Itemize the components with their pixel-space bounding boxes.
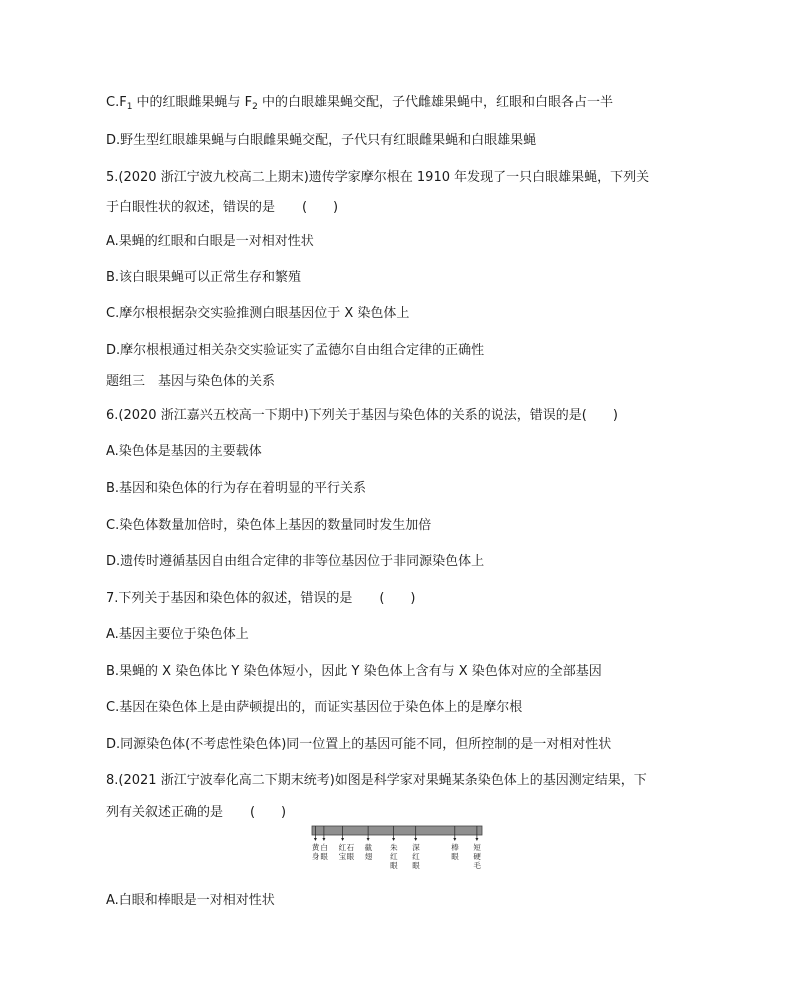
- gene-label: 朱红眼: [390, 843, 398, 870]
- gene-label: 黄身: [311, 843, 320, 861]
- chromosome-gene-map: [308, 822, 488, 882]
- q5-d: [106, 343, 484, 359]
- line-text: B.基因和染色体的行为存在着明显的平行关系: [106, 481, 367, 496]
- gene-arrow: [314, 838, 317, 841]
- gene-arrow: [392, 838, 395, 841]
- gene-label: 深红眼: [412, 843, 420, 870]
- line-text: D.同源染色体(不考虑性染色体)同一位置上的基因可能不同，但所控制的是一对相对性状: [106, 737, 612, 752]
- line-text: C.基因在染色体上是由萨顿提出的，而证实基因位于染色体上的是摩尔根: [106, 700, 523, 715]
- line-text: 8.(2021 浙江宁波奉化高二下期末统考)如图是科学家对果蝇某条染色体上的基因测定结果，下: [106, 773, 647, 788]
- answer-parentheses: ( ): [379, 591, 416, 606]
- text-part: 2: [252, 102, 258, 112]
- gene-arrow: [475, 838, 478, 841]
- line-text: B.果蝇的 X 染色体比 Y 染色体短小，因此 Y 染色体上含有与 X 染色体对应的全部基因: [106, 664, 602, 679]
- opt-d-prev: [106, 133, 536, 149]
- answer-parentheses: ( ): [301, 200, 339, 215]
- gene-arrow: [322, 838, 325, 841]
- line-text: C.摩尔根根据杂交实验推测白眼基因位于 X 染色体上: [106, 306, 410, 321]
- line-text: A.基因主要位于染色体上: [106, 627, 249, 642]
- gene-arrow: [367, 838, 370, 841]
- q5-a: [106, 234, 314, 250]
- gene-label: 白眼: [320, 843, 328, 861]
- line-text: B.该白眼果蝇可以正常生存和繁殖: [106, 270, 302, 285]
- q7-b: [106, 664, 602, 680]
- line-text: 列有关叙述正确的是: [106, 805, 224, 820]
- q8-a: [106, 893, 275, 909]
- line-text: 于白眼性状的叙述，错误的是: [106, 200, 276, 215]
- text-part: 中的白眼雄果蝇交配，子代雌雄果蝇中，红眼和白眼各占一半: [257, 95, 614, 110]
- q6-b: [106, 481, 366, 497]
- gene-label: 短硬毛: [473, 843, 481, 870]
- group3: [106, 374, 275, 390]
- q6-a: [106, 444, 262, 460]
- gene-label: 棒眼: [451, 843, 459, 861]
- q7-stem: [106, 591, 416, 607]
- line-text: 6.(2020 浙江嘉兴五校高一下期中)下列关于基因与染色体的关系的说法，错误的是( ): [106, 408, 618, 423]
- q7-d: [106, 737, 611, 753]
- line-text: D.摩尔根根通过相关杂交实验证实了孟德尔自由组合定律的正确性: [106, 343, 485, 358]
- q7-c: [106, 700, 522, 716]
- q5-stem-2: [106, 200, 339, 216]
- q5-c: [106, 306, 409, 322]
- gene-arrow: [453, 838, 456, 841]
- q5-stem-1: [106, 170, 649, 186]
- line-text: 5.(2020 浙江宁波九校高二上期末)遗传学家摩尔根在 1910 年发现了一只白眼雄果蝇，下列关: [106, 170, 650, 185]
- q6-c: [106, 518, 431, 534]
- q8-stem-2: [106, 805, 287, 821]
- answer-parentheses: ( ): [249, 805, 287, 820]
- line-text: A.染色体是基因的主要载体: [106, 444, 262, 459]
- line-text: D.野生型红眼雄果蝇与白眼雌果蝇交配，子代只有红眼雌果蝇和白眼雄果蝇: [106, 133, 537, 148]
- q5-b: [106, 270, 301, 286]
- q6-d: [106, 554, 484, 570]
- line-text: D.遗传时遵循基因自由组合定律的非等位基因位于非同源染色体上: [106, 554, 485, 569]
- line-text: A.白眼和棒眼是一对相对性状: [106, 893, 275, 908]
- q6-stem: [106, 408, 618, 424]
- gene-arrow: [341, 838, 344, 841]
- text-part: 中的红眼雌果蝇与 F: [132, 95, 253, 110]
- gene-label: 截翅: [364, 843, 373, 861]
- line-text: C.染色体数量加倍时，染色体上基因的数量同时发生加倍: [106, 518, 432, 533]
- text-part: C.F: [106, 95, 127, 110]
- opt-c-prev: [106, 95, 613, 112]
- q7-a: [106, 627, 249, 643]
- line-text: A.果蝇的红眼和白眼是一对相对性状: [106, 234, 314, 249]
- line-text: 题组三 基因与染色体的关系: [106, 374, 276, 389]
- gene-arrow: [414, 838, 417, 841]
- q8-stem-1: [106, 773, 647, 789]
- chromosome-bar: [312, 826, 482, 835]
- gene-label: 红宝石眼: [338, 843, 355, 861]
- text-part: 1: [126, 102, 133, 112]
- line-text: 7.下列关于基因和染色体的叙述，错误的是: [106, 591, 353, 606]
